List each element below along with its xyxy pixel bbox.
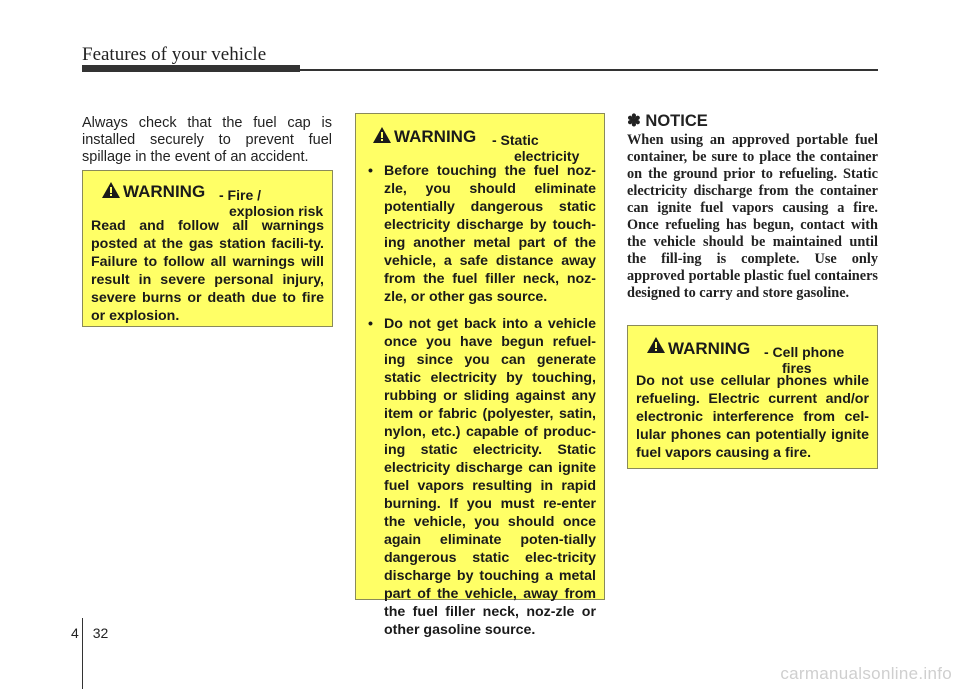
watermark: carmanualsonline.info bbox=[780, 664, 952, 683]
list-item bbox=[364, 162, 596, 306]
warning-box-static bbox=[355, 113, 605, 638]
header-rule-thick bbox=[82, 65, 300, 72]
warning-header bbox=[636, 334, 869, 376]
warning-subtitle-2: explosion risk bbox=[229, 203, 324, 219]
notice-body: When using an approved portable fuel container, be sure to place the container on the ground prior to refueling. Static electricity discharge from the container can ignite fuel vapors causing a fire. Once refueling has begun, contact with the vehicle should be maintained until the fill-ing is complete. Use only approved portable plastic fuel containers designed to carry and store gasoline. bbox=[627, 132, 878, 301]
bullet-icon: • bbox=[368, 316, 373, 332]
warning-subtitle-2: fires bbox=[782, 360, 812, 376]
warning-body: Read and follow all warnings posted at the gas station facili-ty. Failure to follow all warnings will result in severe personal injury, severe burns or death due to fire or explosion. bbox=[91, 218, 324, 324]
notice-star-icon: ✽ bbox=[627, 112, 641, 130]
bullet-text: Do not get back into a vehicle once you have begun refuel-ing since you can generate static electricity by touching, rubbing or sliding against any item or fabric (polyester, satin, nylon, etc.) capable of produc-ing static electricity. Static electricity discharge can ignite fuel vapors resulting in rapid burning. If you must re-enter the vehicle, you should once again eliminate poten-tially dangerous static elec-tricity discharge by touching a metal part of the vehicle, away from the fuel filler neck, noz-zle or other gasoline source. bbox=[384, 316, 596, 638]
warning-bullet-list bbox=[364, 162, 596, 639]
warning-subtitle: - Static bbox=[492, 132, 539, 148]
chapter-number: 4 bbox=[71, 625, 79, 641]
bullet-icon: • bbox=[368, 163, 373, 179]
page-number bbox=[71, 625, 108, 641]
list-item bbox=[364, 315, 596, 639]
header-rule-thin bbox=[300, 69, 878, 71]
intro-paragraph: Always check that the fuel cap is installed securely to prevent fuel spillage in the event of an accident. bbox=[82, 115, 332, 165]
warning-word: WARNING bbox=[394, 127, 477, 146]
warning-subtitle: - Fire / bbox=[219, 187, 262, 203]
warning-subtitle-2: electricity bbox=[514, 148, 580, 164]
page-header-title: Features of your vehicle bbox=[82, 44, 267, 65]
warning-triangle-icon bbox=[372, 126, 392, 144]
page-number-value: 32 bbox=[92, 625, 109, 641]
warning-triangle-icon bbox=[646, 336, 666, 354]
warning-triangle-icon bbox=[101, 181, 121, 199]
warning-word: WARNING bbox=[123, 182, 206, 201]
warning-header bbox=[364, 124, 596, 162]
bullet-text: Before touching the fuel noz-zle, you should eliminate potentially dangerous static electricity discharge by touch-ing another metal part of the vehicle, a safe distance away from the fuel filler neck, noz-zle, or other gas source. bbox=[384, 163, 596, 305]
warning-header bbox=[91, 179, 324, 217]
warning-word: WARNING bbox=[668, 339, 751, 358]
notice-title: NOTICE bbox=[645, 112, 708, 130]
warning-subtitle: - Cell phone bbox=[764, 344, 845, 360]
notice-heading bbox=[627, 111, 708, 131]
warning-box-cell-phone bbox=[627, 325, 878, 469]
warning-body: Do not use cellular phones while refueling. Electric current and/or electronic interference from cel-lular phones can potentially ignite fuel vapors causing a fire. bbox=[636, 373, 869, 461]
warning-box-fire bbox=[82, 170, 333, 327]
